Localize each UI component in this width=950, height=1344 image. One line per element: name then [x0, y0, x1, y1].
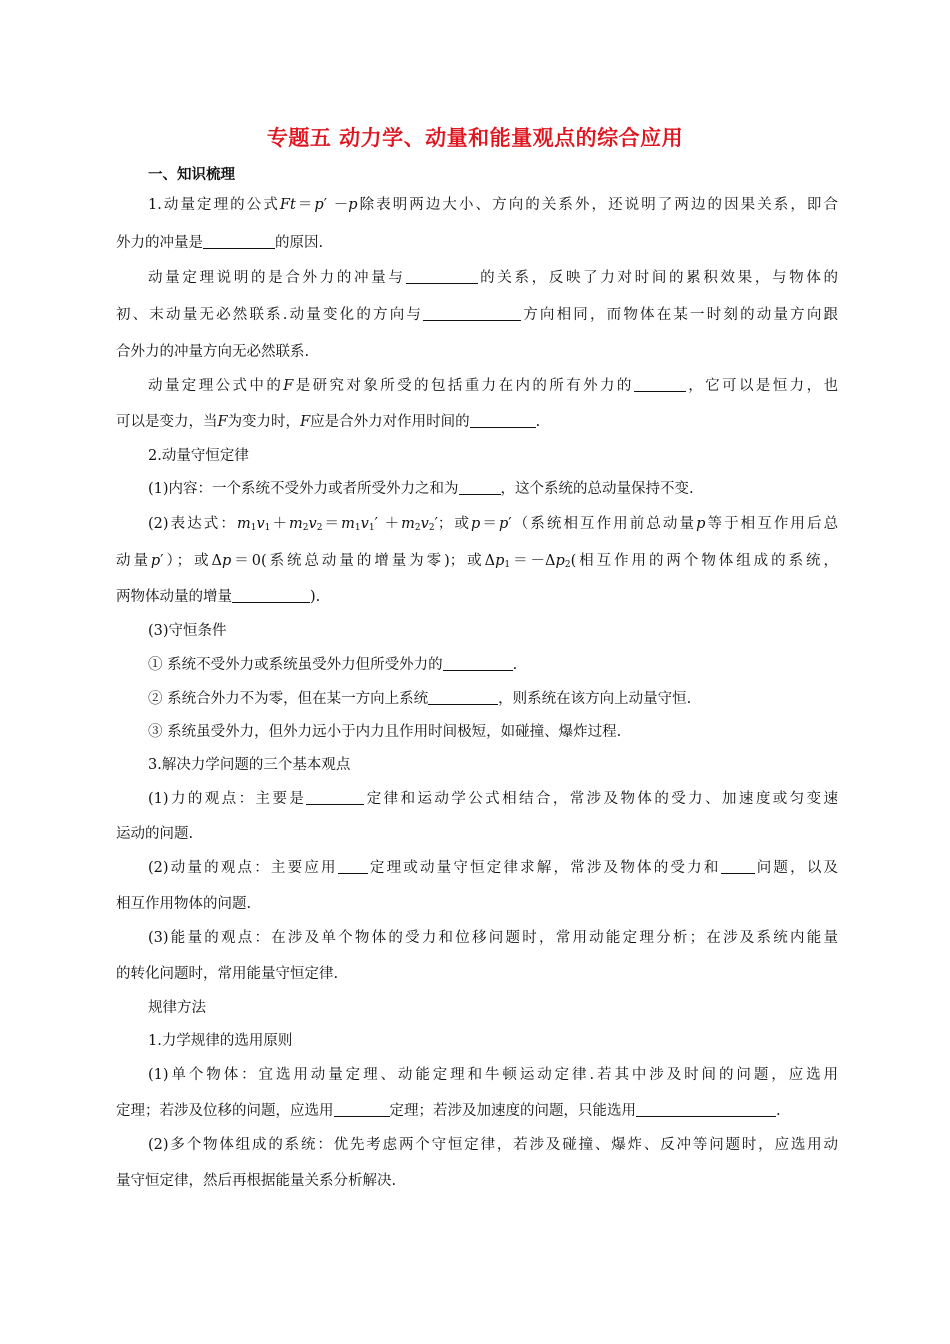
- paragraph-line: 定理；若涉及位移的问题，应选用 定理；若涉及加速度的问题，只能选用 .: [116, 1103, 781, 1119]
- paragraph-line: 3.解决力学问题的三个基本观点: [148, 757, 351, 773]
- paragraph-line: (1)力的观点：主要是 定律和运动学公式相结合，常涉及物体的受力、加速度或匀变速: [148, 791, 839, 807]
- fill-blank[interactable]: [634, 377, 686, 392]
- paragraph-line: 的转化问题时，常用能量守恒定律.: [116, 966, 339, 982]
- paragraph-line: 合外力的冲量方向无必然联系.: [116, 344, 310, 360]
- paragraph-line: (1)内容：一个系统不受外力或者所受外力之和为 ，这个系统的总动量保持不变.: [148, 481, 694, 497]
- paragraph-line: 相互作用物体的问题.: [116, 896, 252, 912]
- fill-blank[interactable]: [406, 269, 478, 284]
- paragraph-line: 初、末动量无必然联系.动量变化的方向与 方向相同，而物体在某一时刻的动量方向跟: [116, 307, 839, 323]
- paragraph-line: 1.动量定理的公式Ft＝p′ －p除表明两边大小、方向的关系外，还说明了两边的因果关系，即合: [148, 197, 839, 213]
- paragraph-line: (1)单个物体：宜选用动量定理、动能定理和牛顿运动定律.若其中涉及时间的问题，应选用: [148, 1067, 838, 1083]
- paragraph-line: ① 系统不受外力或系统虽受外力但所受外力的 .: [148, 657, 518, 673]
- fill-blank[interactable]: [443, 656, 513, 671]
- paragraph-line: 动量定理说明的是合外力的冲量与 的关系，反映了力对时间的累积效果，与物体的: [148, 270, 838, 286]
- section-heading: 一、知识梳理: [148, 167, 235, 183]
- paragraph-line: (2)动量的观点：主要应用 定理或动量守恒定律求解，常涉及物体的受力和 问题，以及: [148, 860, 839, 876]
- paragraph-line: 可以是变力，当F为变力时，F应是合外力对作用时间的 .: [116, 414, 541, 430]
- fill-blank[interactable]: [459, 480, 501, 495]
- paragraph-line: (2)表达式：$m_1v_1+m_2v_2=m_1v_1' +m_2v_2'$；或p＝p′（系统相互作用前总动量p等于相互作用后总: [148, 516, 839, 533]
- paragraph-line: (3)守恒条件: [148, 623, 227, 639]
- paragraph-line: 动量p′）；或Δp＝0(系统总动量的增量为零)；或$\Delta p_1=-\Delta p_2$(相互作用的两个物体组成的系统，: [116, 553, 838, 570]
- fill-blank[interactable]: [428, 690, 498, 705]
- fill-blank[interactable]: [636, 1102, 776, 1117]
- paragraph-line: 2.动量守恒定律: [148, 448, 249, 464]
- fill-blank[interactable]: [306, 790, 364, 805]
- paragraph-line: (2)多个物体组成的系统：优先考虑两个守恒定律，若涉及碰撞、爆炸、反冲等问题时，应选用动: [148, 1137, 838, 1153]
- fill-blank[interactable]: [203, 234, 275, 249]
- paragraph-line: ③ 系统虽受外力，但外力远小于内力且作用时间极短，如碰撞、爆炸过程.: [148, 724, 622, 740]
- fill-blank[interactable]: [721, 859, 755, 874]
- fill-blank[interactable]: [232, 588, 310, 603]
- fill-blank[interactable]: [470, 413, 536, 428]
- fill-blank[interactable]: [338, 859, 368, 874]
- paragraph-line: (3)能量的观点：在涉及单个物体的受力和位移问题时，常用动能定理分析；在涉及系统内能量: [148, 930, 838, 946]
- paragraph-line: 两物体动量的增量 ).: [116, 589, 321, 605]
- paragraph-line: 规律方法: [148, 1000, 206, 1016]
- paragraph-line: 量守恒定律，然后再根据能量关系分析解决.: [116, 1173, 397, 1189]
- paragraph-line: 动量定理公式中的F是研究对象所受的包括重力在内的所有外力的 ，它可以是恒力，也: [148, 378, 838, 394]
- fill-blank[interactable]: [423, 306, 521, 321]
- paragraph-line: 1.力学规律的选用原则: [148, 1033, 293, 1049]
- paragraph-line: ② 系统合外力不为零，但在某一方向上系统 ，则系统在该方向上动量守恒.: [148, 691, 692, 707]
- paragraph-line: 运动的问题.: [116, 826, 194, 842]
- fill-blank[interactable]: [334, 1102, 390, 1117]
- page-title: 专题五 动力学、动量和能量观点的综合应用: [266, 126, 684, 150]
- paragraph-line: 外力的冲量是 的原因.: [116, 235, 324, 251]
